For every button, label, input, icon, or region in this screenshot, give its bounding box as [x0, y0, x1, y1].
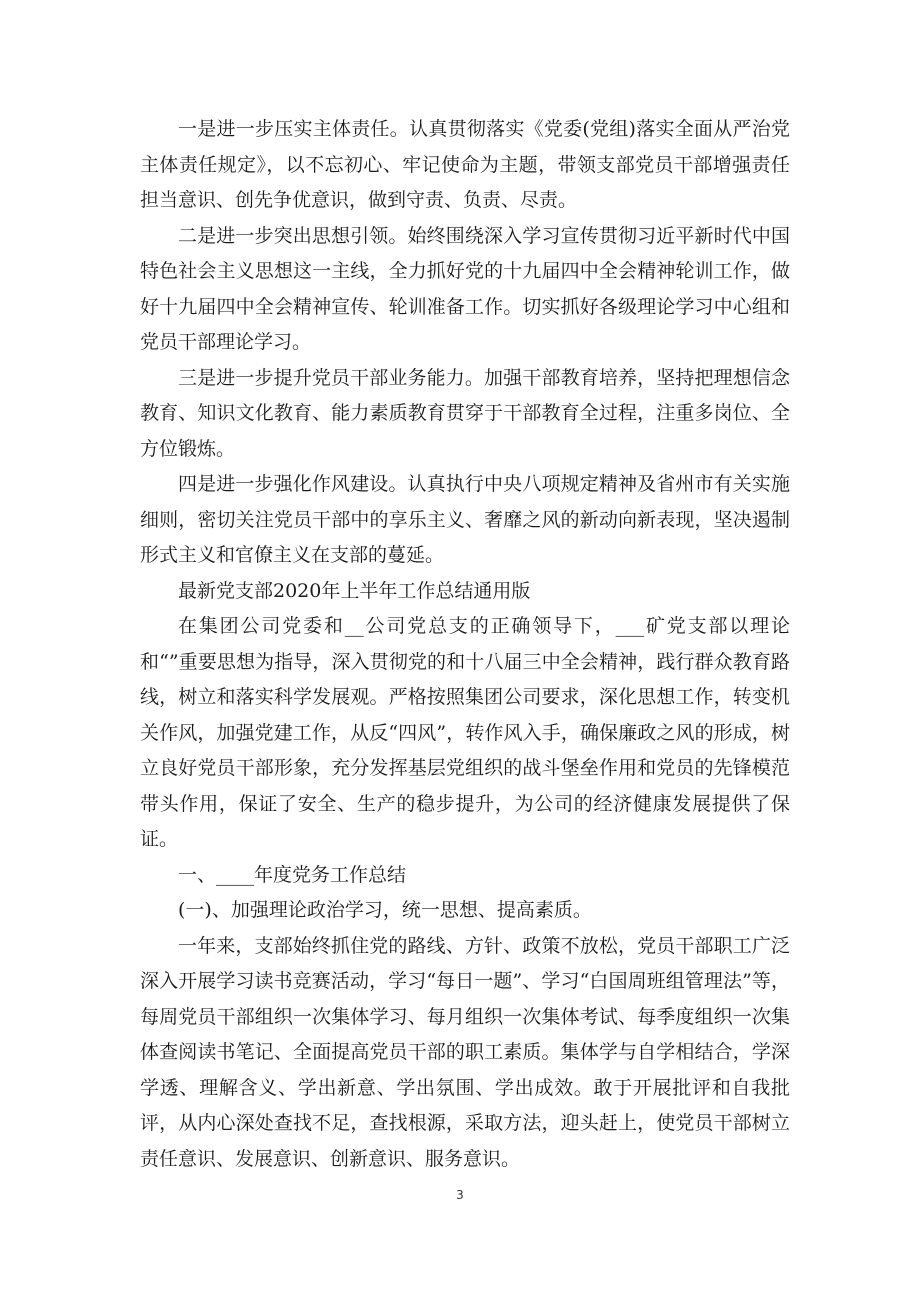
subheading-theory-study: (一)、加强理论政治学习，统一思想、提高素质。: [178, 899, 592, 921]
paragraph-ideology: 二是进一步突出思想引领。始终围绕深入学习宣传贯彻习近平新时代中国特色社会主义思想这一主线，全力抓好党的十九届四中全会精神轮训工作，做好十九届四中全会精神宣传、轮训准备工作。切实抓好各级理论学习中心组和党员干部理论学习。: [140, 224, 790, 353]
subheading-annual-summary: 一、____年度党务工作总结: [178, 863, 407, 886]
paragraph-study-details: 一年来，支部始终抓住党的路线、方针、政策不放松，党员干部职工广泛深入开展学习读书竞赛活动，学习“每日一题”、学习“白国周班组管理法”等，每周党员干部组织一次集体学习、每月组织一次集体考试、每季度组织一次集体查阅读书笔记、全面提高党员干部的职工素质。集体学与自学相结合，学深学透、理解含义、学出新意、学出氛围、学出成效。敢于开展批评和自我批评，从内心深处查找不足，查找根源，采取方法，迎头赶上，使党员干部树立责任意识、发展意识、创新意识、服务意识。: [140, 934, 790, 1170]
paragraph-work-style: 四是进一步强化作风建设。认真执行中央八项规定精神及省州市有关实施细则，密切关注党员干部中的享乐主义、奢靡之风的新动向新表现，坚决遏制形式主义和官僚主义在支部的蔓延。: [140, 473, 790, 566]
paragraph-responsibility: 一是进一步压实主体责任。认真贯彻落实《党委(党组)落实全面从严治党主体责任规定》，以不忘初心、牢记使命为主题，带领支部党员干部增强责任担当意识、创先争优意识，做到守责、负责、尽责。: [140, 118, 790, 211]
section-title: 最新党支部2020年上半年工作总结通用版: [178, 579, 531, 602]
paragraph-capability: 三是进一步提升党员干部业务能力。加强干部教育培养，坚持把理想信念教育、知识文化教育、能力素质教育贯穿于干部教育全过程，注重多岗位、全方位锻炼。: [140, 366, 790, 460]
document-body: [140, 112, 790, 1177]
paragraph-intro: 在集团公司党委和__公司党总支的正确领导下，___矿党支部以理论和“”重要思想为指导，深入贯彻党的和十八届三中全会精神，践行群众教育路线，树立和落实科学发展观。严格按照集团公司要求，深化思想工作，转变机关作风，加强党建工作，从反“四风”，转作风入手，确保廉政之风的形成，树立良好党员干部形象，充分发挥基层党组织的战斗堡垒作用和党员的先锋模范带头作用，保证了安全、生产的稳步提升，为公司的经济健康发展提供了保证。: [140, 615, 790, 850]
page-number: 3: [456, 1188, 464, 1202]
